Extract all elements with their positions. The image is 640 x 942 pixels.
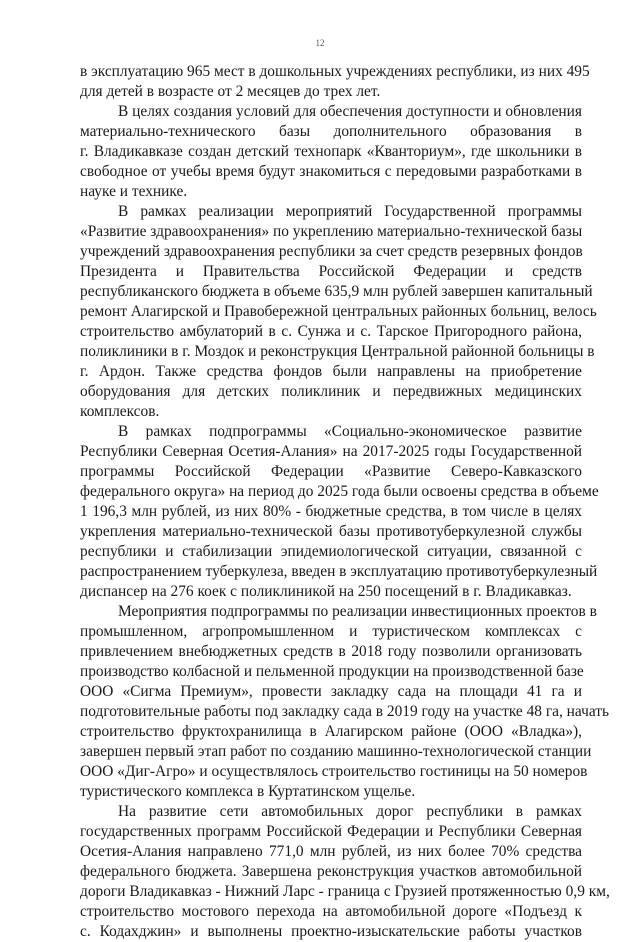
text-line: свободное от учебы время будут знакомиться с передовыми разработками в <box>80 163 582 180</box>
text-line: материально-технического базы дополнительного образования в <box>80 123 582 140</box>
text-line: дороги Владикавказ - Нижний Ларс - граница с Грузией протяженностью 0,9 км, <box>80 883 610 900</box>
text-line: поликлиники в г. Моздок и реконструкция Центральной районной больницы в <box>80 343 595 360</box>
text-line: привлечением внебюджетных средств в 2018 году позволили организовать <box>80 643 582 660</box>
text-line: федерального округа» на период до 2025 года были освоены средства в объеме <box>80 483 599 500</box>
text-line: промышленном, агропромышленном и туристическом комплексах с <box>80 623 582 640</box>
text-line: Президента и Правительства Российской Федерации и средств <box>80 263 582 280</box>
text-line: Республики Северная Осетия-Алания» на 2017-2025 годы Государственной <box>80 443 582 460</box>
text-line: государственных программ Российской Федерации и Республики Северная <box>80 823 582 840</box>
text-line: оборудования для детских поликлиник и передвижных медицинских <box>80 383 582 400</box>
page-number: 12 <box>315 38 325 48</box>
text-line: В рамках подпрограммы «Социально-экономическое развитие <box>118 423 582 440</box>
text-line: г. Владикавказе создан детский технопарк «Кванториум», где школьники в <box>80 143 582 160</box>
text-line: распространением туберкулеза, введен в эксплуатацию противотуберкулезный <box>80 563 598 580</box>
text-line: укрепления материально-технической базы противотуберкулезной службы <box>80 523 582 540</box>
text-line: подготовительные работы под закладку сада в 2019 году на участке 48 га, начать <box>80 703 610 720</box>
text-line: в эксплуатацию 965 мест в дошкольных учреждениях республики, из них 495 <box>80 63 590 80</box>
text-line: строительство фруктохранилища в Алагирском районе (ООО «Владка»), <box>80 723 582 740</box>
text-line: с. Кодахджин» и выполнены проектно-изыскательские работы участков <box>80 923 582 940</box>
text-line: г. Ардон. Также средства фондов были направлены на приобретение <box>80 363 582 380</box>
text-line: диспансер на 276 коек с поликлиникой на 250 посещений в г. Владикавказ. <box>80 583 572 600</box>
body-text <box>80 62 610 942</box>
text-line: республиканского бюджета в объеме 635,9 млн рублей завершен капитальный <box>80 283 593 300</box>
text-line: Осетия-Алания направлено 771,0 млн рублей, из них более 70% средства <box>80 843 582 860</box>
text-line: 1 196,3 млн рублей, из них 80% - бюджетные средства, в том числе в целях <box>80 503 582 520</box>
text-line: туристического комплекса в Куртатинском ущелье. <box>80 783 416 800</box>
text-line: науке и технике. <box>80 183 188 200</box>
text-line: Мероприятия подпрограммы по реализации инвестиционных проектов в <box>118 603 597 620</box>
text-line: для детей в возрасте от 2 месяцев до трех лет. <box>80 83 381 100</box>
text-line: ремонт Алагирской и Правобережной центральных районных больниц, велось <box>80 303 597 320</box>
text-line: На развитие сети автомобильных дорог республики в рамках <box>118 803 582 820</box>
text-line: ООО «Сигма Премиум», провести закладку сада на площади 41 га и <box>80 683 582 700</box>
text-line: производство колбасной и пельменной продукции на производственной базе <box>80 663 584 680</box>
text-line: «Развитие здравоохранения» по укреплению материально-технической базы <box>80 223 583 240</box>
text-line: программы Российской Федерации «Развитие Северо-Кавказского <box>80 463 582 480</box>
text-line: строительство мостового перехода на автомобильной дороге «Подъезд к <box>80 903 582 920</box>
text-line: строительство амбулаторий в с. Сунжа и с. Тарское Пригородного района, <box>80 323 582 340</box>
text-line: завершен первый этап работ по созданию машинно-технологической станции <box>80 743 592 760</box>
text-line: учреждений здравоохранения республики за счет средств резервных фондов <box>80 243 583 260</box>
text-line: республики и стабилизации эпидемиологической ситуации, связанной с <box>80 543 582 560</box>
text-line: ООО «Диг-Агро» и осуществлялось строительство гостиницы на 50 номеров <box>80 763 588 780</box>
text-line: комплексов. <box>80 403 160 420</box>
text-line: федерального бюджета. Завершена реконструкция участков автомобильной <box>80 863 582 880</box>
text-line: В целях создания условий для обеспечения доступности и обновления <box>118 103 582 120</box>
text-line: В рамках реализации мероприятий Государственной программы <box>118 203 582 220</box>
